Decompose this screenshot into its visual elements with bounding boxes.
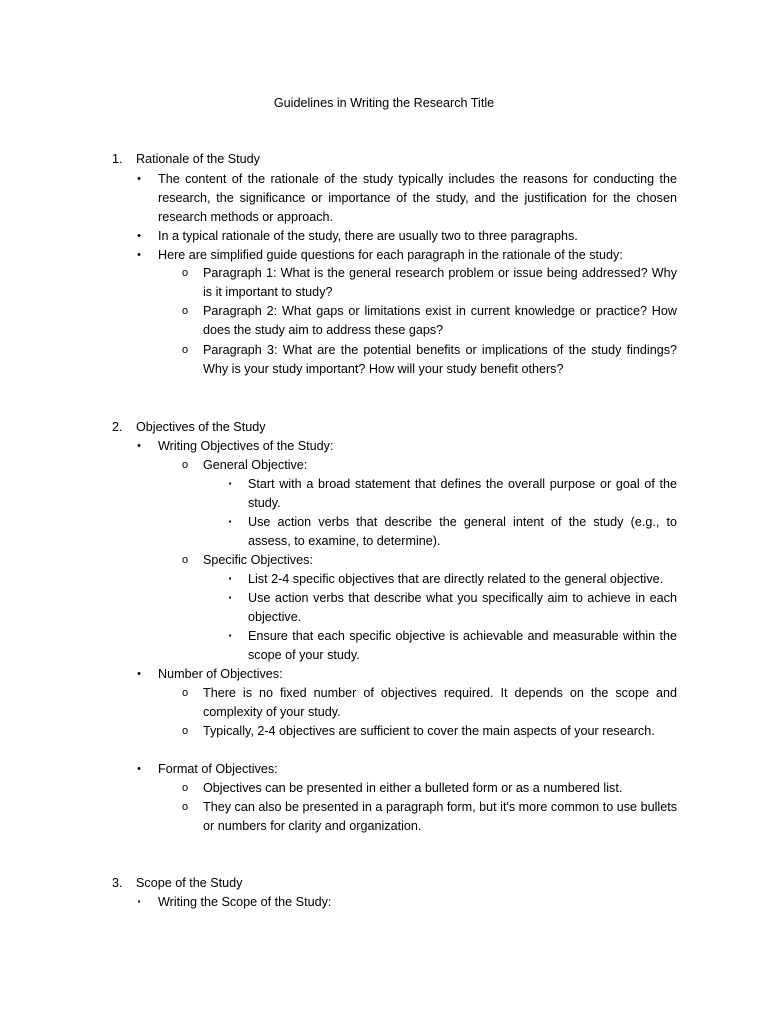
sub-bullet-marker: o [181,305,189,317]
list-item-text: Here are simplified guide questions for each paragraph in the rationale of the study: [158,248,623,262]
list-item-text: In a typical rationale of the study, there are usually two to three paragraphs. [158,229,578,243]
sub-sub-list-item-text: Use action verbs that describe the general intent of the study (e.g., to assess, to examine, to determine). [248,515,677,548]
section-heading: Scope of the Study [136,876,243,890]
section-heading: Rationale of the Study [136,152,260,166]
bullet-marker: • [137,249,141,261]
sub-bullet-marker: o [181,801,189,813]
square-bullet-marker: ▪ [137,897,141,906]
bullet-marker: • [137,763,141,775]
section-number: 1. [112,152,123,166]
square-bullet-marker: ▪ [228,593,232,602]
sub-list-item-text: Paragraph 2: What gaps or limitations exist in current knowledge or practice? How does the study aim to address these gaps? [203,304,677,337]
sub-bullet-marker: o [181,687,189,699]
sub-bullet-marker: o [181,725,189,737]
sub-bullet-marker: o [181,344,189,356]
section-number: 3. [112,876,123,890]
sub-bullet-marker: o [181,267,189,279]
sub-list-item-text: There is no fixed number of objectives required. It depends on the scope and complexity of your study. [203,686,677,719]
sub-list-item-text: Objectives can be presented in either a bulleted form or as a numbered list. [203,781,623,795]
list-item-text: Number of Objectives: [158,667,283,681]
section-number: 2. [112,420,123,434]
sub-list-item-text: General Objective: [203,458,308,472]
sub-list-item-text: Paragraph 1: What is the general research problem or issue being addressed? Why is it important to study? [203,266,677,299]
sub-bullet-marker: o [181,782,189,794]
list-item-text: Format of Objectives: [158,762,278,776]
list-item-text: Writing Objectives of the Study: [158,439,334,453]
square-bullet-marker: ▪ [228,574,232,583]
document-title: Guidelines in Writing the Research Title [273,96,495,110]
sub-sub-list-item-text: Use action verbs that describe what you specifically aim to achieve in each objective. [248,591,677,624]
sub-sub-list-item-text: Ensure that each specific objective is achievable and measurable within the scope of your study. [248,629,677,662]
sub-list-item-text: Paragraph 3: What are the potential benefits or implications of the study findings? Why is your study important? How will your study benefit others? [203,343,677,376]
sub-list-item-text: Typically, 2-4 objectives are sufficient to cover the main aspects of your research. [203,724,655,738]
bullet-marker: • [137,173,141,185]
square-bullet-marker: ▪ [228,517,232,526]
sub-bullet-marker: o [181,459,189,471]
sub-sub-list-item-text: Start with a broad statement that defines the overall purpose or goal of the study. [248,477,677,510]
square-bullet-marker: ▪ [228,631,232,640]
bullet-marker: • [137,668,141,680]
square-bullet-marker: ▪ [228,479,232,488]
sub-sub-list-item-text: List 2-4 specific objectives that are directly related to the general objective. [248,572,664,586]
list-item-text: Writing the Scope of the Study: [158,895,332,909]
bullet-marker: • [137,230,141,242]
sub-list-item-text: They can also be presented in a paragraph form, but it's more common to use bullets or numbers for clarity and organization. [203,800,677,833]
sub-list-item-text: Specific Objectives: [203,553,313,567]
sub-bullet-marker: o [181,554,189,566]
list-item-text: The content of the rationale of the study typically includes the reasons for conducting the research, the significance or importance of the study, and the justification for the chosen research methods or approach. [158,172,677,224]
bullet-marker: • [137,440,141,452]
section-heading: Objectives of the Study [136,420,266,434]
